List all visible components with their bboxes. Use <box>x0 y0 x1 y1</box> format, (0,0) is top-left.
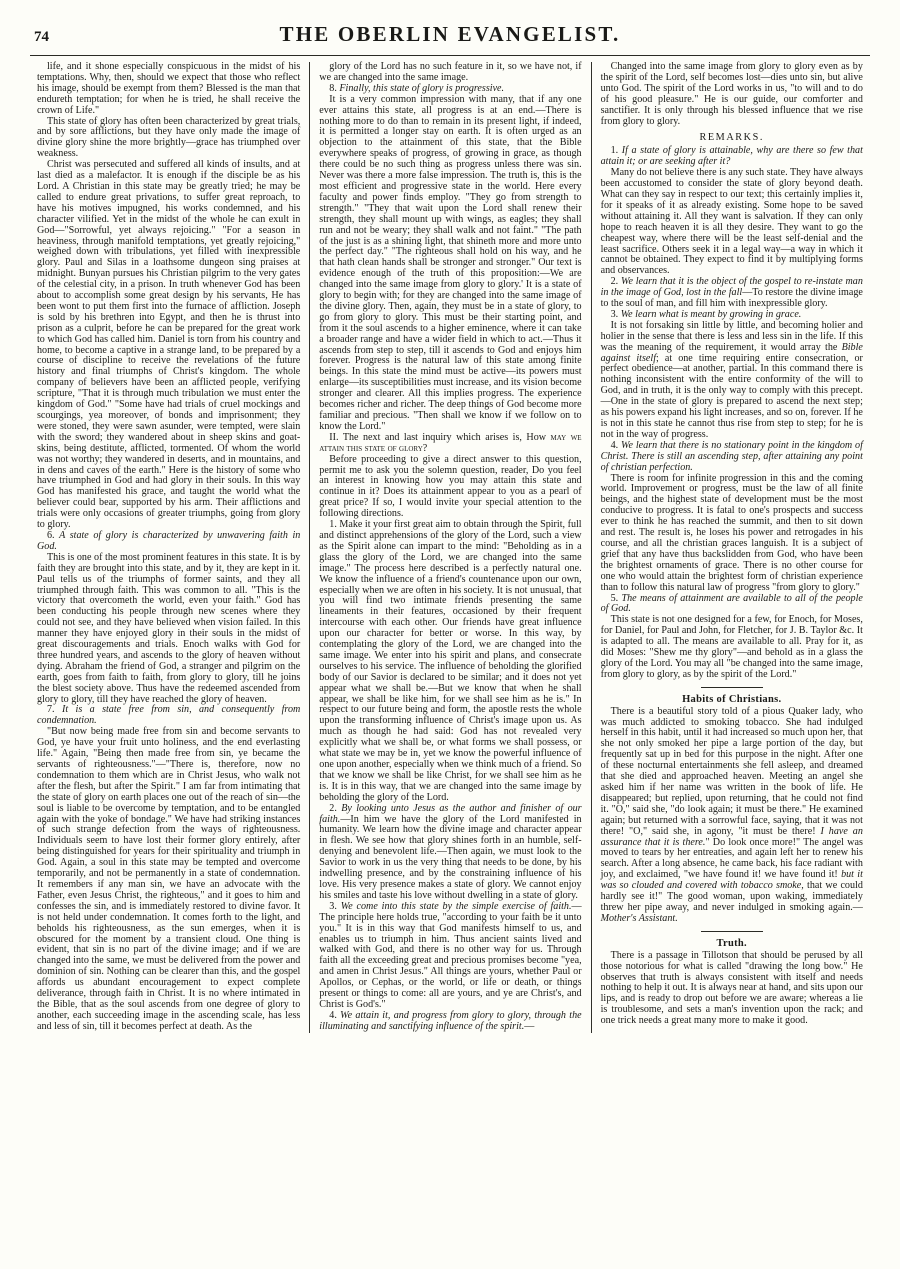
body-paragraph: "But now being made free from sin and become servants to God, ye have your fruit unto holiness, and the end everlasting life." Again, "Being then made free from sin, ye became the servants of righteousness."—"There is, therefore, now no condemnation to them which are in Christ Jesus, who walk not after the flesh, but after the Spirit." I am far from intimating that the state of glory on earth places one out of the reach of sin—the soul is liable to be overcome by temptation, and to be entangled again with the yoke of bondage." We have had striking instances of such strange defection from the ways of righteousness. Individuals seem to have lost their former glory entirely, after being distinguished for years for their spirituality and triumph in God. Again, a soul in this state may be tempted and overcome temporarily, and not be permanently in a state of condemnation. It remembers if any man sin, we have an advocate with the Father, even Jesus Christ, the righteous," and it goes to him and confesses the sin, and is immediately restored to divine favor. It is not held under condemnation. It comes forth to the light, and beholds his righteousness, as the sun emerges, when it is obscured for the moment by a transient cloud. One thing is evident, that sin is no part of the divine image; and if we are changed into the same, we must be delivered from the power and dominion of sin. Nothing can be clearer than this, and the gospel affords us abundant encouragement to expect complete deliverance, through faith in Christ. It is no where intimated in the Bible, that as the soul ascends from one degree of glory to another, each succeeding image in the ascending scale, has less and less of sin, till it becomes perfect at death. As the <box>37 726 301 1032</box>
body-paragraph: 3. We come into this state by the simple exercise of faith.—The principle here holds true, "according to your faith be it unto you." It is in this way that God manifests himself to us, and enables us to triumph in him. Thus ancient saints lived and walked with God, and there is no other way for us. Through faith all the exceeding great and precious promises become "yea, and amen in Christ Jesus." All things are yours, whether Paul or Apollos, or Cephas, or the world, or life or death, or things present or things to come: all are yours, and ye are Christ's, and Christ is God's." <box>319 900 582 1010</box>
section-divider <box>701 687 763 688</box>
masthead <box>0 0 900 51</box>
article-title-habits: Habits of Christians. <box>682 693 782 705</box>
body-paragraph: 7. It is a state free from sin, and consequently from condemnation. <box>37 704 301 727</box>
remarks-heading: REMARKS. <box>699 132 765 144</box>
body-paragraph: 1. Make it your first great aim to obtain through the Spirit, full and distinct apprehensions of the glory of the Lord, such a view as the Spirit alone can impart to the mind: "Beholding as in a glass the glory of the Lord, we are changed into the same image." The process here described is a perfectly natural one. We know the influence of a friend's countenance upon our own, especially when we are often in his society. It is not unusual, that you will find two intimate friends presenting the same lineaments in their features, occasioned by their frequent intercourse with each other. Our friends have great influence upon our character for better or worse. In this way, by contemplating the glory of the Lord, we are changed into the same image. We enter into his spirit and plans, and consecrate ourselves to his service. The influence of beholding the glorified body of our Savior is declared to be similar; and it does not yet appear what we shall be.—But we know that when he shall appear, we shall be like him, for we shall see him as he is." In respect to our future being and form, the apostle rests the whole upon the transforming influence of Christ's image upon us. As much as though he had said: God has not revealed very explicitly what we shall be, or what forms we shall possess, or what state we may be in, yet we know the powerful influence of one upon another, especially when we think much of a friend. So that we know we shall be like Christ, for we shall see him as he is. It is in this way, that we are changed into the same image by beholding the glory of the Lord. <box>319 519 582 803</box>
body-paragraph: glory of the Lord has no such feature in it, so we have not, if we are changed into the same image. <box>319 61 582 83</box>
body-paragraph: 2. By looking unto Jesus as the author and finisher of our faith.—In him we have the glory of the Lord manifested in humanity. We learn how the divine image and character appear in flesh. We see how that glory shines forth in an humble, self-denying and benevolent life.—Then again, we must look to the Savior to work in us the very thing that needs to be done, by his indwelling presence, and by the constraining influence of his love. His very presence makes a state of glory. We cannot enjoy his smiles and taste his love without dwelling in a state of glory. <box>319 802 582 901</box>
column-container <box>0 56 900 1043</box>
body-paragraph: 4. We learn that there is no stationary point in the kingdom of Christ. There is still an ascending step, after attaining any point of christian perfection. <box>600 439 863 473</box>
body-paragraph: There is a passage in Tillotson that should be perused by all those notorious for what is called "drawing the long bow." He observes that truth is always consistent with itself and needs nothing to help it out. It is always near at hand, and sits upon our lips, and is ready to drop out before we are aware; whereas a lie is troublesome, and sets a man's invention upon the rack; and one trick needs a great many more to make it good. <box>600 949 863 1027</box>
body-paragraph: 5. The means of attainment are available to all of the people of God. <box>600 592 863 615</box>
body-paragraph: life, and it shone especially conspicuous in the midst of his temptations. Why, then, should we expect that those who reflect his image, should be exempt from them? Blessed is the man that endureth temptation; for when he is tried, he shall receive the crown of Life." <box>37 61 301 116</box>
body-paragraph: 6. A state of glory is characterized by unwavering faith in God. <box>37 529 301 552</box>
body-paragraph: 2. We learn that it is the object of the gospel to re-instate man in the image of God, lost in the fall—To restore the divine image to the soul of man, and fill him with inexpressible glory. <box>600 276 863 310</box>
column-2 <box>309 62 590 1033</box>
body-paragraph: It is not forsaking sin little by little, and becoming holier and holier in the sense that there is less and less sin in the life. If this was the meaning of the requirement, it would array the Bible against itself; at one time requiring entire consecration, or perfect obedience—at another, partial. In this command there is nothing inconsistent with the entire conformity of the will to God, and in truth, it is the only way to comply with this precept.—One in the state of glory is prepared to ascend the next step; as his powers expand his light increases, and so on, forever. If he is not in this state he cannot thus rise from step to step; for he is not in the way of progress. <box>600 319 863 440</box>
body-paragraph: 1. If a state of glory is attainable, why are there so few that attain it; or are seeking after it? <box>600 145 863 168</box>
body-paragraph: There is a beautiful story told of a pious Quaker lady, who was much addicted to smoking tobacco. She had indulged herself in this habit, until it had increased so much upon her, that she not only smoked her pipe a large portion of the day, but frequently sat up in bed for this purpose in the night. After one of these nocturnal entertainments she fell asleep, and dreamed that she died and approached heaven. Meeting an angel she asked him if her name was written in the book of life. He disappeared; but replied, upon returning, that he could not find it. "O," said she, "do look again; it must be there." He examined again; but returned with a sorrowful face, saying, that it was not there! "O," said she, in agony, "it must be there! I have an assurance that it is there." Do look once more!" The angel was moved to tears by her entreaties, and again left her to renew his search. After a long absence, he came back, his face radiant with joy, and exclaimed, "we have found it! we have found it! but it was so clouded and covered with tobacco smoke, that we could hardly see it!" The good woman, upon waking, immediately threw her pipe away, and never indulged in smoking again.—Mother's Assistant. <box>600 705 863 924</box>
body-paragraph: 3. We learn what is meant by growing in grace. <box>610 308 802 320</box>
body-paragraph: 8. Finally, this state of glory is progressive. <box>329 82 505 94</box>
page-number: 74 <box>34 29 49 45</box>
column-1 <box>28 62 309 1033</box>
body-paragraph: It is a very common impression with many, that if any one ever attains this state, all progress is at an end.—There is nothing more to do than to remain in its present light, if indeed, it is permitted a longer stay on earth. It is often urged as an objection to the attainment of this state, that the Bible everywhere speaks of progress, of growing in grace, as though there could be no such thing as progress unless there was sin. Never was there a more false impression. The truth is, this is the most efficient and progressive state in the world. Here every faculty and power finds employ. "They go from strength to strength." "They that wait upon the Lord shall renew their strength, they shall mount up with wings, as eagles; they shall run and not be weary; they shall walk and not faint." "The path of the just is as a shining light, that shineth more and more unto the perfect day." "The righteous shall hold on his way, and he that hath clean hands shall be stronger and stronger." Our text is evidence enough of the truth of this proposition:—We are changed into the same image from glory to glory.' It is a state of glory to begin with; for they are changed into the same image of the divine glory. Then, again, they must be in a state of glory, to go from glory to glory. This must be their starting point, and from it the soul ascends to a higher eminence, where it can take a broader range and have a wider field in which to act.—Thus it ascends from step to step, till it ascends to God and enjoys him forever. Progress is the natural law of this state among finite beings. In this state the mind must be active—its powers must enlarge—its susceptibilities must increase, and its vision become stronger and clearer. All this implies progress. The experience becomes richer and richer. The deep things of God become more familiar and precious. "Then shall we know if we follow on to know the Lord." <box>319 93 582 432</box>
article-title-truth: Truth. <box>716 937 747 949</box>
column-3 <box>591 62 872 1033</box>
body-paragraph: II. The next and last inquiry which arises is, How may we attain this state of glory? <box>319 431 582 454</box>
body-paragraph: Christ was persecuted and suffered all kinds of insults, and at last died as a malefactor. It is enough if the disciple be as his Lord. A Christian in this state may be greatly tried; he may be called to endure great privations, to suffer great reproach, to have his motives impugned, his works condemned, and his character vilified. Yet in the midst of the whole he can exult in God—"Sorrowful, yet always rejoicing." "For a season in heaviness, through manifold temptations, yet greatly rejoicing," weighed down with tribulations, yet filled with inexpressible glory. Paul and Silas in a loathsome dungeon sing praises at midnight. Bunyan pursues his Christian pilgrim to the very gates of the celestial city, in a prison. In truth whenever God has been about to accomplish some great design by his servants, He has been wont to put them first into the furnace of affliction. Joseph is sold by his brethren into Egypt, and then he is thrust into prison as a culprit, before he can be prepared for the great work to which God has called him. Daniel is torn from his country and home, to become a captive in a strange land, to be prepared by a course of discipline to receive the revelations of the future history and final triumphs of Christ's kingdom. The whole company of believers have been an afflicted people, verifying scripture, "That it is through much tribulation we must enter the kingdom of God." "Some have had trials of cruel mockings and scourgings, yea moreover, of bonds and imprisonment; they were stoned, they were sawn asunder, were tempted, were slain with the sword; they wandered about in sheep skins and goat-skins, being destitute, afflicted, tormented. Of whom the world was not worthy; they wandered in deserts, and in mountains, and in dens and caves of the earth." Here is the history of some who have triumphed in God and had glory in their souls. In this way God has manifested his grace, and taught the world what the believer could bear, supported by his arm. Their afflictions and trials were only occasions of greater triumphs, going from glory to glory. <box>37 159 301 531</box>
body-paragraph: Before proceeding to give a direct answer to this question, permit me to ask you the solemn question, reader, Do you feel an interest in knowing how you may attain this state and continue in it? Does its attainment appear to you as a pearl of great price? If so, I would invite your special attention to the following directions. <box>319 453 582 520</box>
body-paragraph: 4. We attain it, and progress from glory to glory, through the illuminating and sanctifying influence of the spirit.— <box>319 1009 582 1032</box>
body-paragraph: This state of glory has often been characterized by great trials, and by sore afflictions, but they have only made the image of divine glory shine the more brightly—grace has triumphed over weakness. <box>37 115 301 160</box>
body-paragraph: This is one of the most prominent features in this state. It is by faith they are brought into this state, and by it, they are kept in it. Paul tells us of the triumphs of former saints, and they all triumphed through faith. This was common to all. "This is the victory that overcometh the world, even your faith." God has been conducting his people through new scenes where they could not see, and they have believed when vision failed. In this manner they have enjoyed glory in their souls in the midst of great discouragements and trials. Enoch walks with God for three hundred years, and ascends to the glory of heaven without dying. Abraham the friend of God, a stranger and pilgrim on the earth, goes from faith to faith, from glory to glory, till he joins the blest society above. Thus have the redeemed ascended from glory to glory, till they have reached the glory of heaven. <box>37 551 301 705</box>
body-paragraph: Changed into the same image from glory to glory even as by the spirit of the Lord, self becomes lost—dies unto sin, but alive unto God. The spirit of the Lord works in us, "to will and to do of his good pleasure." He is our guide, our comforter and sanctifier. It is only through his blessed influence that we rise from glory to glory. <box>600 61 863 127</box>
body-paragraph: Many do not believe there is any such state. They have always been accustomed to consider the state of glory beyond death. What can they say in respect to our text; this certainly implies it, for it speaks of it as already existing. Some hope to be saved without attaining it. All they want is salvation. If they can only hope to reach heaven it is all they desire. They want to go the cheapest way, where there will be the least self-denial and the least sacrifice. Others seek it in a legal way—a way in which it cannot be obtained. They expect to find it by multiplying forms and observances. <box>600 167 863 277</box>
section-divider <box>701 931 763 932</box>
body-paragraph: This state is not one designed for a few, for Enoch, for Moses, for Daniel, for Paul and John, for Fletcher, for J. B. Taylor &c. It is adapted to all. The means are available to all. Pray for it, as did Moses: "Shew me thy glory"—and behold as in a glass the glory of the Lord. You may all "be changed into the same image, from glory to glory, as by the spirit of the Lord." <box>600 614 863 680</box>
body-paragraph: There is room for infinite progression in this and the coming world. Improvement or progress, must be the law of all finite beings, and the highest state of development must be the most conducive to progress. It is fatal to one's prospects and success ever to think he has reached the summit, and then to sit down and rest. The result is, he loses his power and retrogades in his course, and all the christian graces languish. It is a subject of grief that any have thus backslidden from God, who have been the brightest ornaments of grace. There is no other course for one who would attain the brightest form of christian experience than to follow this natural law of progress "from glory to glory." <box>600 472 863 593</box>
publication-title: THE OBERLIN EVANGELIST. <box>279 22 621 46</box>
